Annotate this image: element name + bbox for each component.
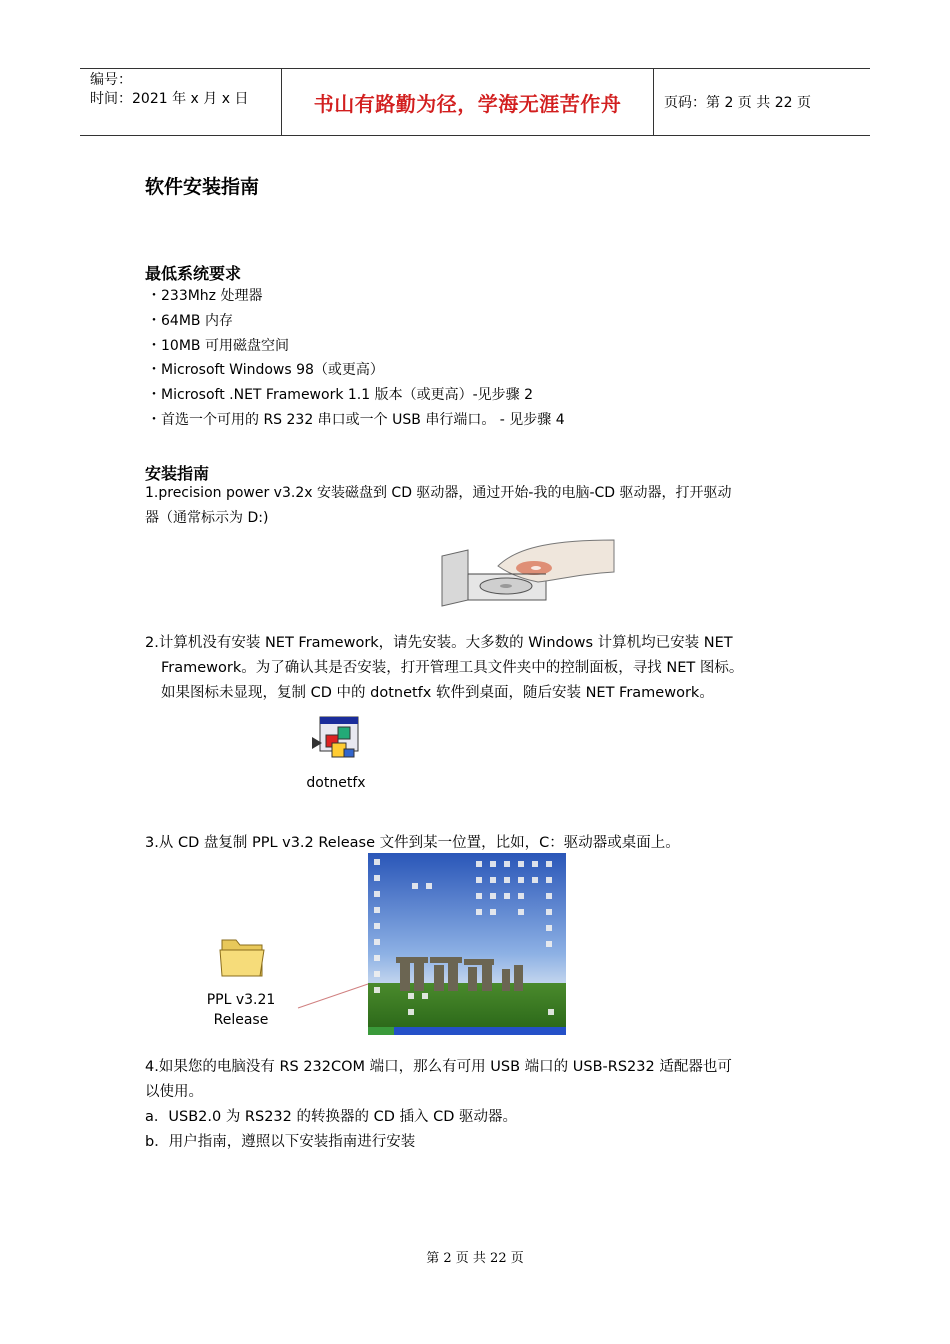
- requirement-item: ・ Microsoft Windows 98（或更高）: [147, 358, 565, 383]
- step2-line: 2.计算机没有安装 NET Framework，请先安装。大多数的 Windows 计算机均已安装 NET: [145, 635, 733, 651]
- ppl-release-folder[interactable]: [196, 932, 286, 1032]
- dotnetfx-file[interactable]: [298, 713, 374, 795]
- step2-line: Framework。为了确认其是否安装，打开管理工具文件夹中的控制面板，寻找 NET 图标。: [161, 660, 744, 676]
- requirement-item: ・ Microsoft .NET Framework 1.1 版本（或更高）-见步骤 2: [147, 383, 565, 408]
- document-title: 软件安装指南: [145, 176, 260, 198]
- requirements-list: [147, 284, 565, 433]
- step3-paragraph: 3.从 CD 盘复制 PPL v3.2 Release 文件到某一位置，比如，C：驱动器或桌面上。: [145, 835, 680, 851]
- step4-paragraph: [145, 1055, 825, 1105]
- folder-label: [196, 990, 286, 1030]
- requirement-item: ・ 233Mhz 处理器: [147, 284, 565, 309]
- folder-icon: [196, 932, 286, 982]
- step4-line: 以使用。: [145, 1084, 203, 1100]
- header-page-label: 页码：第 2 页 共 22 页: [664, 95, 811, 111]
- connector-line: [296, 982, 370, 1010]
- header-number-label: 编号：: [90, 72, 132, 88]
- step2-paragraph: [145, 631, 825, 706]
- step4b-paragraph: b．用户指南，遵照以下安装指南进行安装: [145, 1134, 416, 1150]
- folder-label-line: PPL v3.21: [206, 992, 276, 1008]
- header-motto: 书山有路勤为径，学海无涯苦作舟: [313, 91, 622, 116]
- requirement-item: ・ 10MB 可用磁盘空间: [147, 334, 565, 359]
- step2-line: 如果图标未显现，复制 CD 中的 dotnetfx 软件到桌面，随后安装 NET Framework。: [161, 685, 714, 701]
- step1-line: 器（通常标示为 D:): [145, 510, 269, 526]
- header-time-label: 时间：2021 年 x 月 x 日: [90, 91, 249, 107]
- step4a-paragraph: a．USB2.0 为 RS232 的转换器的 CD 插入 CD 驱动器。: [145, 1109, 518, 1125]
- requirement-item: ・ 首选一个可用的 RS 232 串口或一个 USB 串行端口。 - 见步骤 4: [147, 408, 565, 433]
- install-heading: 安装指南: [145, 464, 210, 483]
- header-left-cell: [80, 69, 281, 135]
- requirements-heading: 最低系统要求: [145, 264, 242, 283]
- step4-line: 4.如果您的电脑没有 RS 232COM 端口，那么有可用 USB 端口的 USB-RS232 适配器也可: [145, 1059, 732, 1075]
- header-motto-cell: [281, 69, 654, 135]
- page-header: [80, 68, 870, 136]
- step1-line: 1.precision power v3.2x 安装磁盘到 CD 驱动器，通过开始-我的电脑-CD 驱动器，打开驱动: [145, 485, 732, 501]
- page-footer: 第 2 页 共 22 页: [426, 1251, 524, 1266]
- dotnetfx-label: dotnetfx: [306, 775, 366, 791]
- requirement-item: ・ 64MB 内存: [147, 309, 565, 334]
- desktop-screenshot: [368, 853, 566, 1035]
- cd-drive-illustration: [438, 536, 616, 610]
- step1-paragraph: [145, 481, 825, 531]
- installer-package-icon: [298, 713, 374, 769]
- header-right-cell: [654, 69, 870, 135]
- folder-label-line: Release: [213, 1012, 269, 1028]
